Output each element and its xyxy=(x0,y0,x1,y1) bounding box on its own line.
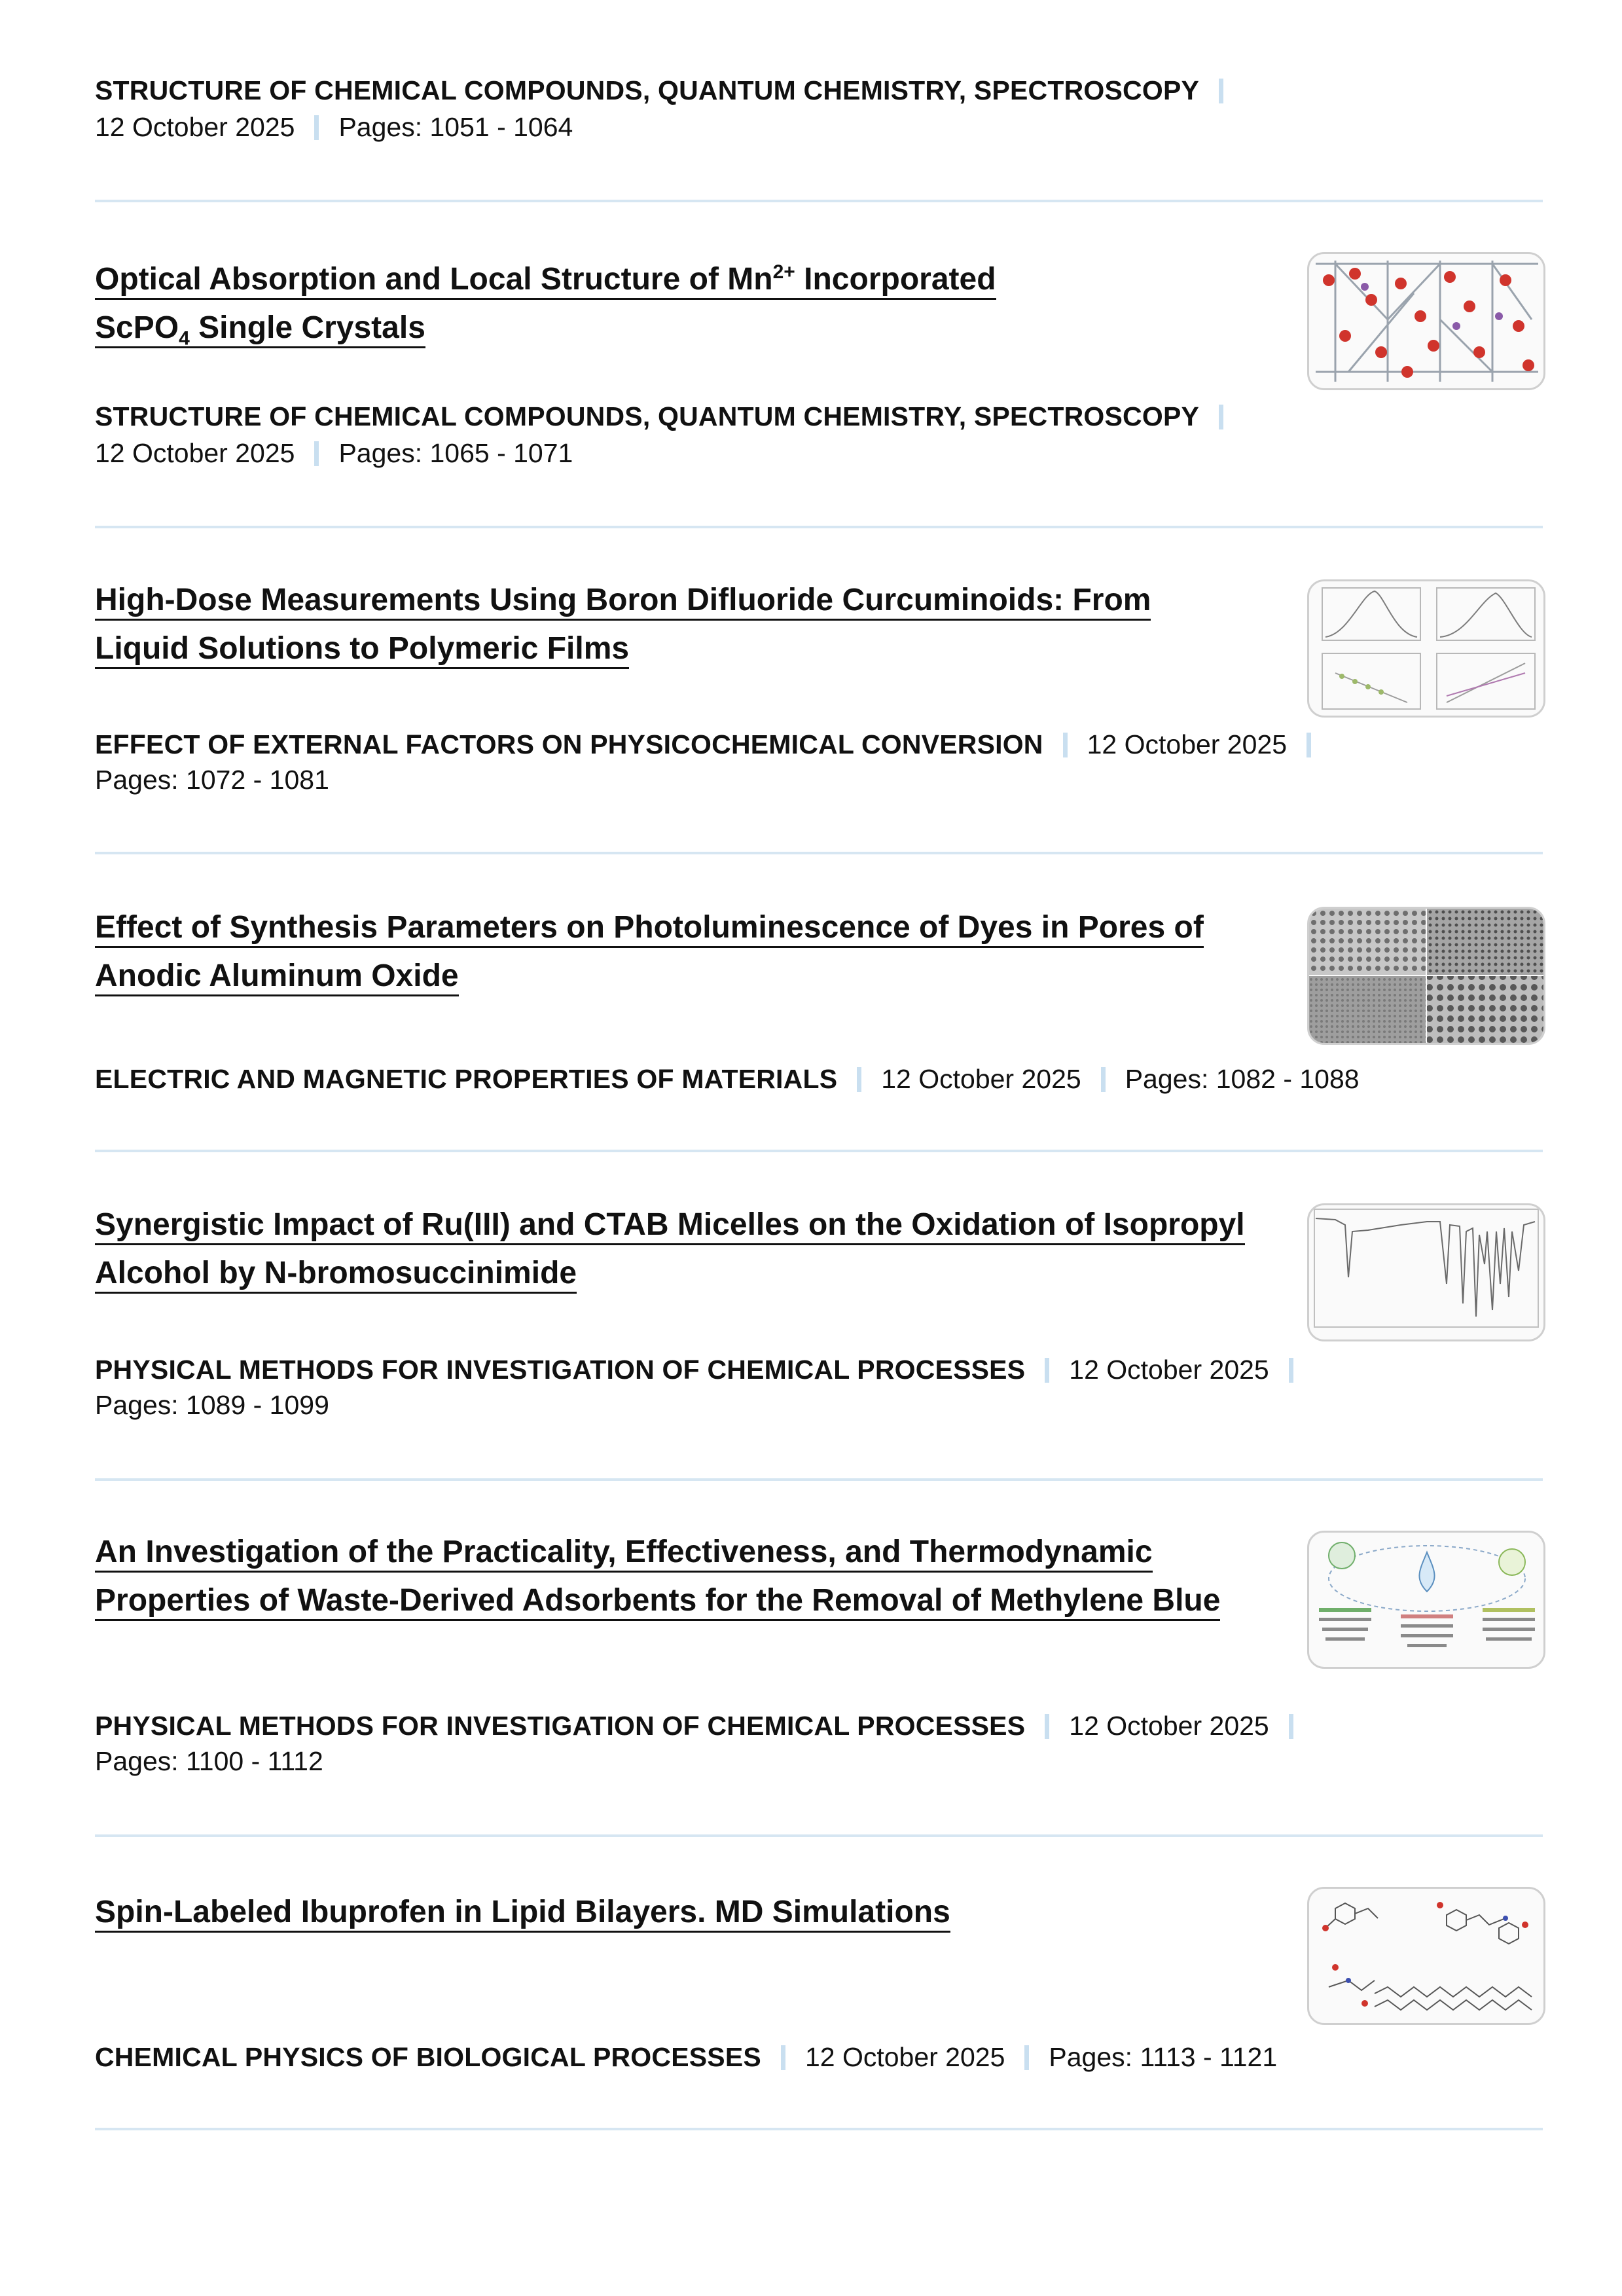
page-range: Pages: 1100 - 1112 xyxy=(95,1746,323,1776)
article-title-link[interactable]: Spin-Labeled Ibuprofen in Lipid Bilayers. MD Simulations xyxy=(95,1895,950,1933)
publication-date: 12 October 2025 xyxy=(95,112,295,142)
molecular-structure-image[interactable] xyxy=(1307,1887,1545,2025)
article-meta xyxy=(95,761,329,798)
publication-date: 12 October 2025 xyxy=(95,438,295,468)
article-meta xyxy=(95,109,573,145)
separator xyxy=(314,441,319,466)
divider xyxy=(95,1478,1543,1481)
adsorbent-diagram-image[interactable] xyxy=(1307,1531,1545,1669)
article-meta xyxy=(95,1743,323,1779)
publication-date: 12 October 2025 xyxy=(1069,1711,1269,1741)
separator xyxy=(1045,1714,1049,1739)
article-meta xyxy=(95,726,1331,763)
separator xyxy=(857,1067,861,1092)
crystal-structure-image[interactable] xyxy=(1307,252,1545,390)
separator xyxy=(314,115,319,140)
article-title[interactable] xyxy=(95,1528,1247,1625)
article-title[interactable] xyxy=(95,576,1247,673)
spectra-graphs-image[interactable] xyxy=(1307,579,1545,718)
divider xyxy=(95,1150,1543,1152)
article-title-link[interactable]: Synergistic Impact of Ru(III) and CTAB Micelles on the Oxidation of Isopropyl Alcohol by N-bromosuccinimide xyxy=(95,1207,1245,1294)
page-range: Pages: 1082 - 1088 xyxy=(1125,1064,1360,1094)
ir-spectrum-graphic xyxy=(1309,1205,1543,1339)
separator xyxy=(1219,79,1223,103)
page-range: Pages: 1051 - 1064 xyxy=(338,112,573,142)
separator xyxy=(1101,1067,1106,1092)
section-label[interactable]: EFFECT OF EXTERNAL FACTORS ON PHYSICOCHEMICAL CONVERSION xyxy=(95,729,1043,759)
divider xyxy=(95,852,1543,854)
separator xyxy=(1289,1714,1293,1739)
sem-micrographs-graphic xyxy=(1309,909,1543,1043)
article-meta xyxy=(95,435,573,471)
section-label[interactable]: PHYSICAL METHODS FOR INVESTIGATION OF CHEMICAL PROCESSES xyxy=(95,1711,1026,1741)
spectra-graphs-graphic xyxy=(1309,581,1543,716)
article-title-link[interactable]: High-Dose Measurements Using Boron Difluoride Curcuminoids: From Liquid Solutions to Polymeric Films xyxy=(95,583,1151,669)
article-title-link[interactable]: An Investigation of the Practicality, Effectiveness, and Thermodynamic Properties of Waste-Derived Adsorbents for the Removal of Methylene Blue xyxy=(95,1535,1220,1621)
article-meta xyxy=(95,72,1243,109)
article-title-link[interactable]: ScPO$_4$ Single Crystals xyxy=(95,310,425,350)
publication-date: 12 October 2025 xyxy=(804,2042,1005,2072)
divider xyxy=(95,200,1543,202)
article-meta xyxy=(95,2039,1277,2075)
page-range: Pages: 1089 - 1099 xyxy=(95,1390,329,1420)
separator xyxy=(781,2045,785,2070)
article-meta xyxy=(95,398,1243,435)
publication-date: 12 October 2025 xyxy=(1069,1355,1269,1385)
divider xyxy=(95,2128,1543,2130)
separator xyxy=(1307,733,1311,757)
separator xyxy=(1045,1358,1049,1383)
article-title[interactable] xyxy=(95,255,1247,352)
article-title-link[interactable]: Optical Absorption and Local Structure of $Mn^{2+}$ Incorporated xyxy=(95,262,996,300)
section-label[interactable]: ELECTRIC AND MAGNETIC PROPERTIES OF MATERIALS xyxy=(95,1064,838,1094)
article-meta xyxy=(95,1351,1313,1388)
article-title[interactable] xyxy=(95,1201,1247,1298)
section-label[interactable]: STRUCTURE OF CHEMICAL COMPOUNDS, QUANTUM CHEMISTRY, SPECTROSCOPY xyxy=(95,401,1200,431)
divider xyxy=(95,1834,1543,1837)
molecular-structure-graphic xyxy=(1309,1889,1543,2023)
section-label[interactable]: CHEMICAL PHYSICS OF BIOLOGICAL PROCESSES xyxy=(95,2042,761,2072)
separator xyxy=(1219,405,1223,429)
page-range: Pages: 1072 - 1081 xyxy=(95,765,329,795)
separator xyxy=(1063,733,1068,757)
article-meta xyxy=(95,1061,1360,1097)
adsorbent-diagram-graphic xyxy=(1309,1533,1543,1667)
article-title[interactable] xyxy=(95,903,1247,1000)
publication-date: 12 October 2025 xyxy=(1087,729,1288,759)
article-meta xyxy=(95,1707,1313,1744)
article-title-link[interactable]: Effect of Synthesis Parameters on Photoluminescence of Dyes in Pores of Anodic Aluminum Oxide xyxy=(95,910,1204,996)
page-range: Pages: 1065 - 1071 xyxy=(338,438,573,468)
crystal-structure-graphic xyxy=(1309,254,1543,388)
separator xyxy=(1289,1358,1293,1383)
section-label[interactable]: PHYSICAL METHODS FOR INVESTIGATION OF CHEMICAL PROCESSES xyxy=(95,1355,1026,1385)
article-meta xyxy=(95,1387,329,1423)
separator xyxy=(1024,2045,1029,2070)
sem-micrographs-image[interactable] xyxy=(1307,907,1545,1045)
ir-spectrum-image[interactable] xyxy=(1307,1203,1545,1341)
section-label[interactable]: STRUCTURE OF CHEMICAL COMPOUNDS, QUANTUM CHEMISTRY, SPECTROSCOPY xyxy=(95,75,1200,105)
publication-date: 12 October 2025 xyxy=(881,1064,1081,1094)
article-title[interactable] xyxy=(95,1888,1247,1937)
divider xyxy=(95,526,1543,528)
page-range: Pages: 1113 - 1121 xyxy=(1049,2042,1278,2072)
